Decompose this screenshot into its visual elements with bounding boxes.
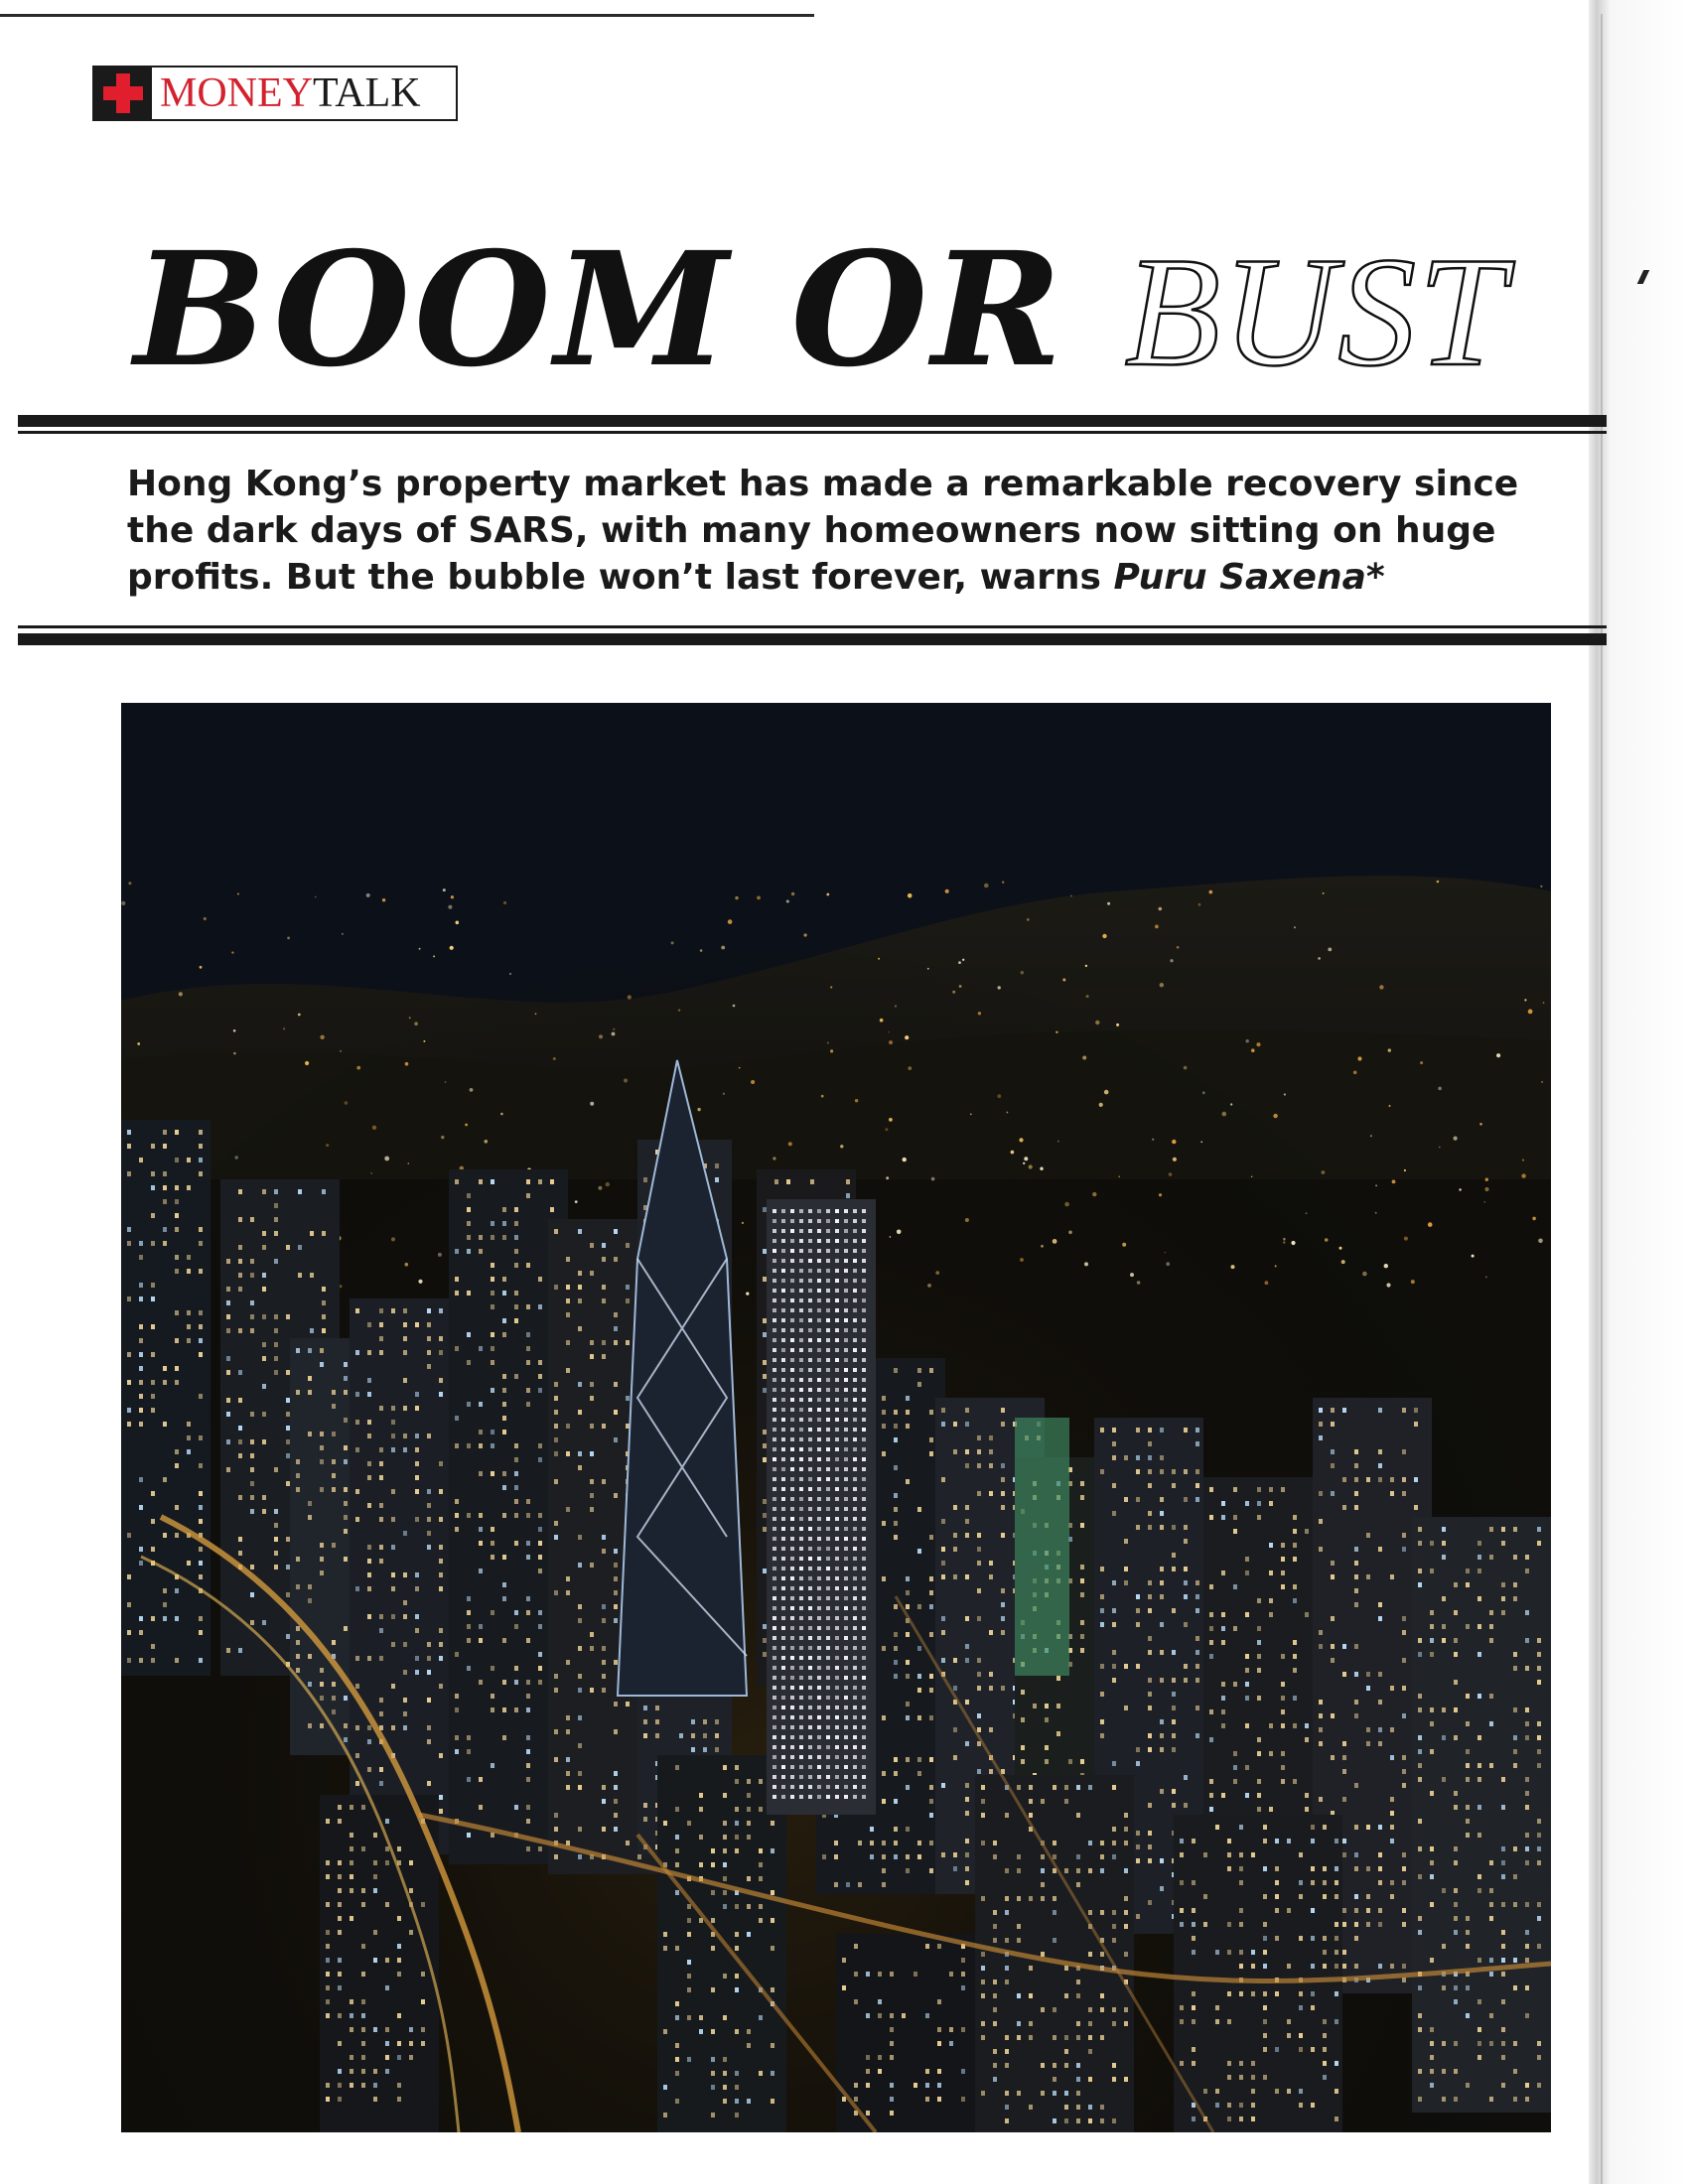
headline-outline: BUST: [1124, 225, 1508, 399]
rule-bottom-thin: [18, 625, 1607, 628]
rule-top-thin: [18, 431, 1607, 434]
headline: [134, 218, 1508, 402]
top-rule: [0, 14, 814, 17]
section-label: [152, 68, 421, 119]
skyline-photo: [121, 703, 1551, 2132]
rule-bottom-thick: [18, 633, 1607, 645]
standfirst: [127, 461, 1557, 601]
section-label-accent: MONEY: [160, 70, 313, 116]
standfirst-text: Hong Kong’s property market has made a remarkable recovery since the dark days of SARS, with many homeowners now sitting on huge profits. But the bubble won’t last forever, warns: [127, 464, 1519, 598]
section-tag: [92, 66, 458, 121]
section-label-rest: TALK: [313, 70, 421, 116]
rule-top-thick: [18, 415, 1607, 427]
cross-icon: [94, 68, 152, 119]
gutter-line: [1601, 14, 1603, 2184]
headline-solid: BOOM OR: [134, 218, 1066, 402]
byline: Puru Saxena*: [1113, 557, 1385, 598]
page-gutter: [1589, 0, 1688, 2184]
